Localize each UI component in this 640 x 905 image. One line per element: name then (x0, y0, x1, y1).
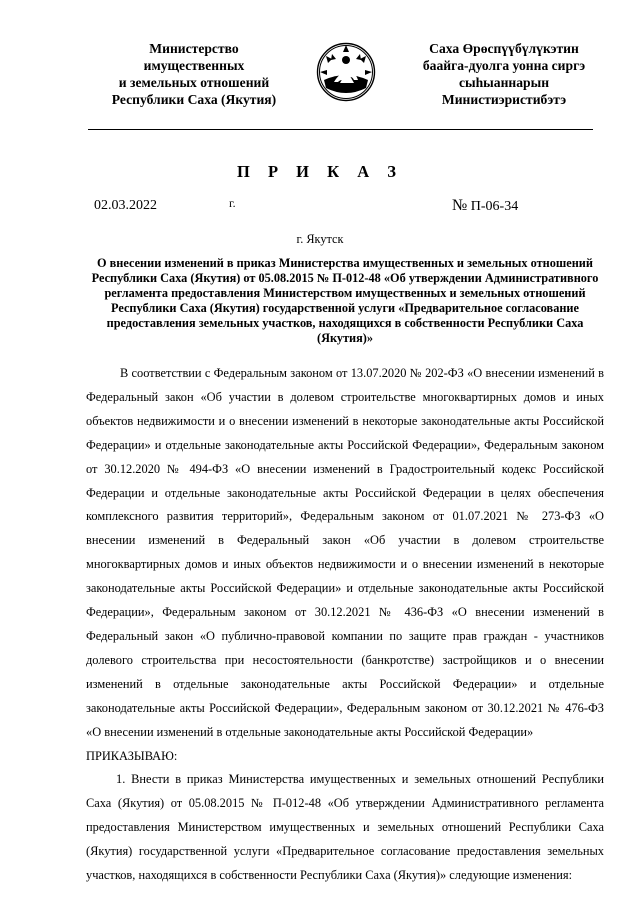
ministry-name-line: и земельных отношений (118, 75, 270, 90)
order-date: 02.03.2022 (94, 198, 157, 213)
coat-of-arms-emblem-icon (316, 42, 376, 102)
ministry-name-line: Республики Саха (Якутия) (111, 92, 277, 107)
document-title: П Р И К А З (237, 162, 403, 181)
order-directive: ПРИКАЗЫВАЮ: (86, 748, 178, 763)
order-subject: О внесении изменений в приказ Министерства имущественных и земельных отношений Республики Саха (Якутия) от 05.08.2015 № П-012-48 «Об утверждении Административного регламента предоставления Министерством имущественных и земельных отношений Республики Саха (Якутия) государственной услуги «Предварительное согласование предоставления земельных участков, находящихся в собственности Республики Саха (Якутия)» (91, 256, 599, 345)
header-divider (88, 129, 593, 130)
order-number-value: П-06-34 (470, 199, 519, 214)
ministry-name-line: Министиэристибэтэ (441, 92, 567, 107)
ministry-name-line: баайга-дуолга уонна сиргэ (422, 58, 586, 73)
order-item-1: 1. Внести в приказ Министерства имущественных и земельных отношений Республики Саха (Якутия) от 05.08.2015 № П-012-48 «Об утверждении Административного регламента предоставления Министерством имущественных и земельных отношений Республики Саха (Якутия) государственной услуги «Предварительное согласование предоставления земельных участков, находящихся в собственности Республики Саха (Якутия)» следующие изменения: (86, 772, 604, 883)
ministry-name-line: Саха Өрөспүүбүлүкэтин (429, 41, 579, 56)
order-number (452, 197, 518, 215)
number-sign: № (452, 197, 468, 214)
order-city: г. Якутск (296, 232, 344, 246)
ministry-name-line: Министерство (149, 41, 239, 56)
ministry-name-yakut (406, 40, 602, 108)
ministry-name-line: сыһыаннарын (458, 75, 550, 90)
order-year-suffix: г. (229, 196, 236, 210)
order-body (86, 362, 604, 888)
ministry-name-russian (96, 40, 292, 108)
ministry-name-line: имущественных (143, 58, 245, 73)
preamble-paragraph: В соответствии с Федеральным законом от 13.07.2020 № 202-ФЗ «О внесении изменений в Федеральный закон «Об участии в долевом строительстве многоквартирных домов и иных объектов недвижимости и о внесении изменений в некоторые законодательные акты Российской Федерации» и отдельные законодательные акты Российской Федерации», Федеральным законом от 30.12.2020 № 494-ФЗ «О внесении изменений в Градостроительный кодекс Российской Федерации и отдельные законодательные акты Российской Федерации в целях обеспечения комплексного развития территорий», Федеральным законом от 01.07.2021 № 273-ФЗ «О внесении изменений в Федеральный закон «Об участии в долевом строительстве многоквартирных домов и иных объектов недвижимости и о внесении изменений в некоторые законодательные акты Российской Федерации» и отдельные законодательные акты Российской Федерации», Федеральным законом от 30.12.2021 № 436-ФЗ «О внесении изменений в Федеральный закон «О публично-правовой компании по защите прав граждан - участников долевого строительства при несостоятельности (банкротстве) застройщиков и о внесении изменений в отдельные законодательные акты Российской Федерации» и отдельные законодательные акты Российской Федерации», Федеральным законом от 30.12.2021 № 476-ФЗ «О внесении изменений в отдельные законодательные акты Российской Федерации» (86, 366, 604, 739)
